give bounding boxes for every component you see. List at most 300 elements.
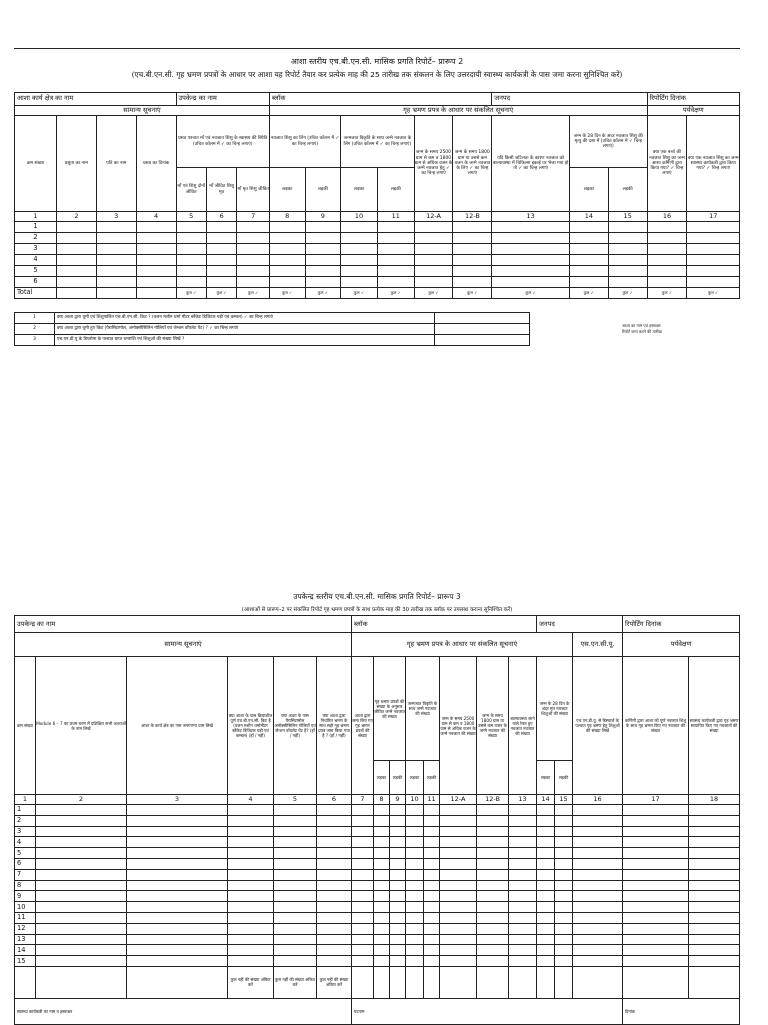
data-cell[interactable]	[127, 945, 228, 956]
data-cell[interactable]	[555, 837, 573, 848]
data-cell[interactable]	[228, 923, 274, 934]
data-cell[interactable]	[317, 912, 352, 923]
data-cell[interactable]	[228, 891, 274, 902]
data-cell[interactable]	[237, 222, 270, 233]
data-cell[interactable]	[374, 848, 390, 859]
data-cell[interactable]	[237, 255, 270, 266]
data-cell[interactable]	[689, 848, 740, 859]
data-cell[interactable]	[537, 945, 555, 956]
data-cell[interactable]	[406, 805, 424, 816]
data-cell[interactable]	[406, 891, 424, 902]
data-cell[interactable]	[228, 956, 274, 967]
data-cell[interactable]	[555, 902, 573, 913]
data-cell[interactable]	[317, 826, 352, 837]
data-cell[interactable]	[569, 266, 608, 277]
data-cell[interactable]	[424, 826, 440, 837]
data-cell[interactable]	[477, 912, 509, 923]
data-cell[interactable]	[424, 912, 440, 923]
data-cell[interactable]	[390, 945, 406, 956]
data-cell[interactable]	[573, 805, 623, 816]
data-cell[interactable]	[555, 880, 573, 891]
data-cell[interactable]	[127, 869, 228, 880]
data-cell[interactable]	[127, 923, 228, 934]
data-cell[interactable]	[477, 826, 509, 837]
data-cell[interactable]	[352, 923, 374, 934]
data-cell[interactable]	[36, 945, 127, 956]
data-cell[interactable]	[127, 912, 228, 923]
data-cell[interactable]	[555, 858, 573, 869]
data-cell[interactable]	[689, 869, 740, 880]
data-cell[interactable]	[623, 848, 689, 859]
data-cell[interactable]	[440, 891, 477, 902]
data-cell[interactable]	[127, 880, 228, 891]
data-cell[interactable]	[555, 956, 573, 967]
data-cell[interactable]	[56, 233, 96, 244]
data-cell[interactable]	[228, 815, 274, 826]
data-cell[interactable]	[406, 934, 424, 945]
data-cell[interactable]	[569, 277, 608, 288]
data-cell[interactable]	[537, 815, 555, 826]
data-cell[interactable]	[687, 266, 740, 277]
data-cell[interactable]	[237, 244, 270, 255]
data-cell[interactable]	[440, 837, 477, 848]
data-cell[interactable]	[414, 277, 453, 288]
data-cell[interactable]	[269, 222, 305, 233]
data-cell[interactable]	[56, 266, 96, 277]
data-cell[interactable]	[509, 902, 537, 913]
data-cell[interactable]	[352, 826, 374, 837]
data-cell[interactable]	[492, 255, 570, 266]
data-cell[interactable]	[424, 848, 440, 859]
data-cell[interactable]	[352, 837, 374, 848]
data-cell[interactable]	[390, 858, 406, 869]
data-cell[interactable]	[406, 815, 424, 826]
data-cell[interactable]	[573, 912, 623, 923]
data-cell[interactable]	[269, 244, 305, 255]
data-cell[interactable]	[414, 244, 453, 255]
data-cell[interactable]	[274, 912, 317, 923]
data-cell[interactable]	[317, 848, 352, 859]
data-cell[interactable]	[608, 222, 647, 233]
data-cell[interactable]	[36, 923, 127, 934]
data-cell[interactable]	[440, 902, 477, 913]
data-cell[interactable]	[608, 233, 647, 244]
data-cell[interactable]	[406, 837, 424, 848]
data-cell[interactable]	[573, 815, 623, 826]
data-cell[interactable]	[390, 923, 406, 934]
data-cell[interactable]	[689, 880, 740, 891]
data-cell[interactable]	[537, 880, 555, 891]
data-cell[interactable]	[687, 255, 740, 266]
data-cell[interactable]	[406, 956, 424, 967]
data-cell[interactable]	[206, 266, 236, 277]
data-cell[interactable]	[352, 880, 374, 891]
data-cell[interactable]	[274, 934, 317, 945]
data-cell[interactable]	[390, 869, 406, 880]
data-cell[interactable]	[274, 858, 317, 869]
data-cell[interactable]	[440, 934, 477, 945]
data-cell[interactable]	[623, 912, 689, 923]
data-cell[interactable]	[127, 902, 228, 913]
data-cell[interactable]	[228, 869, 274, 880]
data-cell[interactable]	[317, 956, 352, 967]
data-cell[interactable]	[440, 923, 477, 934]
data-cell[interactable]	[176, 277, 206, 288]
data-cell[interactable]	[509, 956, 537, 967]
data-cell[interactable]	[537, 891, 555, 902]
data-cell[interactable]	[274, 869, 317, 880]
data-cell[interactable]	[228, 934, 274, 945]
data-cell[interactable]	[492, 233, 570, 244]
data-cell[interactable]	[424, 869, 440, 880]
data-cell[interactable]	[305, 244, 341, 255]
data-cell[interactable]	[406, 923, 424, 934]
data-cell[interactable]	[537, 934, 555, 945]
data-cell[interactable]	[127, 826, 228, 837]
data-cell[interactable]	[689, 837, 740, 848]
data-cell[interactable]	[477, 902, 509, 913]
data-cell[interactable]	[477, 880, 509, 891]
data-cell[interactable]	[36, 837, 127, 848]
data-cell[interactable]	[537, 902, 555, 913]
data-cell[interactable]	[352, 945, 374, 956]
data-cell[interactable]	[573, 880, 623, 891]
data-cell[interactable]	[555, 869, 573, 880]
data-cell[interactable]	[492, 244, 570, 255]
data-cell[interactable]	[274, 923, 317, 934]
data-cell[interactable]	[687, 222, 740, 233]
data-cell[interactable]	[623, 858, 689, 869]
data-cell[interactable]	[477, 805, 509, 816]
data-cell[interactable]	[477, 858, 509, 869]
data-cell[interactable]	[492, 277, 570, 288]
data-cell[interactable]	[509, 912, 537, 923]
data-cell[interactable]	[687, 244, 740, 255]
data-cell[interactable]	[377, 233, 414, 244]
data-cell[interactable]	[477, 923, 509, 934]
data-cell[interactable]	[689, 826, 740, 837]
data-cell[interactable]	[352, 891, 374, 902]
data-cell[interactable]	[317, 837, 352, 848]
data-cell[interactable]	[390, 956, 406, 967]
data-cell[interactable]	[623, 923, 689, 934]
data-cell[interactable]	[424, 880, 440, 891]
data-cell[interactable]	[555, 912, 573, 923]
data-cell[interactable]	[414, 233, 453, 244]
data-cell[interactable]	[573, 934, 623, 945]
data-cell[interactable]	[477, 837, 509, 848]
data-cell[interactable]	[36, 858, 127, 869]
data-cell[interactable]	[453, 266, 492, 277]
data-cell[interactable]	[374, 869, 390, 880]
data-cell[interactable]	[341, 233, 378, 244]
data-cell[interactable]	[176, 255, 206, 266]
data-cell[interactable]	[477, 945, 509, 956]
data-cell[interactable]	[453, 255, 492, 266]
data-cell[interactable]	[317, 869, 352, 880]
data-cell[interactable]	[440, 912, 477, 923]
data-cell[interactable]	[555, 815, 573, 826]
data-cell[interactable]	[274, 826, 317, 837]
data-cell[interactable]	[440, 945, 477, 956]
data-cell[interactable]	[537, 956, 555, 967]
data-cell[interactable]	[96, 233, 136, 244]
data-cell[interactable]	[56, 255, 96, 266]
data-cell[interactable]	[36, 902, 127, 913]
data-cell[interactable]	[341, 222, 378, 233]
data-cell[interactable]	[269, 255, 305, 266]
data-cell[interactable]	[689, 923, 740, 934]
data-cell[interactable]	[477, 891, 509, 902]
data-cell[interactable]	[228, 848, 274, 859]
data-cell[interactable]	[305, 233, 341, 244]
data-cell[interactable]	[608, 255, 647, 266]
data-cell[interactable]	[573, 956, 623, 967]
data-cell[interactable]	[406, 826, 424, 837]
data-cell[interactable]	[352, 934, 374, 945]
data-cell[interactable]	[228, 902, 274, 913]
data-cell[interactable]	[317, 934, 352, 945]
data-cell[interactable]	[374, 826, 390, 837]
data-cell[interactable]	[390, 837, 406, 848]
data-cell[interactable]	[374, 837, 390, 848]
data-cell[interactable]	[36, 891, 127, 902]
data-cell[interactable]	[228, 858, 274, 869]
data-cell[interactable]	[274, 848, 317, 859]
data-cell[interactable]	[237, 233, 270, 244]
data-cell[interactable]	[390, 902, 406, 913]
data-cell[interactable]	[352, 956, 374, 967]
data-cell[interactable]	[406, 880, 424, 891]
data-cell[interactable]	[390, 805, 406, 816]
data-cell[interactable]	[136, 244, 176, 255]
data-cell[interactable]	[509, 837, 537, 848]
data-cell[interactable]	[390, 912, 406, 923]
data-cell[interactable]	[573, 848, 623, 859]
data-cell[interactable]	[352, 912, 374, 923]
data-cell[interactable]	[274, 956, 317, 967]
data-cell[interactable]	[406, 945, 424, 956]
data-cell[interactable]	[127, 858, 228, 869]
data-cell[interactable]	[573, 869, 623, 880]
data-cell[interactable]	[477, 869, 509, 880]
data-cell[interactable]	[96, 244, 136, 255]
data-cell[interactable]	[377, 222, 414, 233]
data-cell[interactable]	[453, 233, 492, 244]
data-cell[interactable]	[317, 891, 352, 902]
data-cell[interactable]	[317, 880, 352, 891]
data-cell[interactable]	[341, 277, 378, 288]
data-cell[interactable]	[377, 255, 414, 266]
data-cell[interactable]	[477, 956, 509, 967]
data-cell[interactable]	[341, 244, 378, 255]
data-cell[interactable]	[623, 891, 689, 902]
data-cell[interactable]	[127, 837, 228, 848]
data-cell[interactable]	[317, 805, 352, 816]
data-cell[interactable]	[377, 277, 414, 288]
data-cell[interactable]	[537, 837, 555, 848]
data-cell[interactable]	[136, 255, 176, 266]
data-cell[interactable]	[374, 956, 390, 967]
data-cell[interactable]	[377, 244, 414, 255]
data-cell[interactable]	[569, 244, 608, 255]
data-cell[interactable]	[228, 837, 274, 848]
data-cell[interactable]	[374, 805, 390, 816]
data-cell[interactable]	[424, 815, 440, 826]
data-cell[interactable]	[206, 244, 236, 255]
data-cell[interactable]	[424, 923, 440, 934]
data-cell[interactable]	[555, 934, 573, 945]
data-cell[interactable]	[689, 956, 740, 967]
data-cell[interactable]	[647, 244, 687, 255]
data-cell[interactable]	[424, 934, 440, 945]
data-cell[interactable]	[555, 923, 573, 934]
data-cell[interactable]	[687, 233, 740, 244]
data-cell[interactable]	[406, 848, 424, 859]
data-cell[interactable]	[509, 923, 537, 934]
data-cell[interactable]	[623, 934, 689, 945]
data-cell[interactable]	[414, 222, 453, 233]
data-cell[interactable]	[374, 858, 390, 869]
data-cell[interactable]	[305, 222, 341, 233]
data-cell[interactable]	[176, 233, 206, 244]
data-cell[interactable]	[228, 912, 274, 923]
data-cell[interactable]	[509, 934, 537, 945]
data-cell[interactable]	[537, 848, 555, 859]
data-cell[interactable]	[374, 912, 390, 923]
data-cell[interactable]	[228, 826, 274, 837]
data-cell[interactable]	[406, 869, 424, 880]
data-cell[interactable]	[569, 222, 608, 233]
data-cell[interactable]	[274, 837, 317, 848]
data-cell[interactable]	[537, 869, 555, 880]
data-cell[interactable]	[477, 934, 509, 945]
data-cell[interactable]	[269, 277, 305, 288]
data-cell[interactable]	[390, 880, 406, 891]
answer-cell[interactable]	[435, 324, 530, 335]
data-cell[interactable]	[317, 858, 352, 869]
data-cell[interactable]	[424, 956, 440, 967]
data-cell[interactable]	[440, 956, 477, 967]
data-cell[interactable]	[352, 869, 374, 880]
data-cell[interactable]	[623, 805, 689, 816]
data-cell[interactable]	[390, 848, 406, 859]
data-cell[interactable]	[537, 805, 555, 816]
data-cell[interactable]	[537, 912, 555, 923]
data-cell[interactable]	[36, 934, 127, 945]
data-cell[interactable]	[440, 869, 477, 880]
data-cell[interactable]	[689, 934, 740, 945]
data-cell[interactable]	[352, 902, 374, 913]
data-cell[interactable]	[569, 255, 608, 266]
data-cell[interactable]	[374, 923, 390, 934]
data-cell[interactable]	[555, 945, 573, 956]
data-cell[interactable]	[424, 858, 440, 869]
data-cell[interactable]	[440, 815, 477, 826]
data-cell[interactable]	[414, 255, 453, 266]
data-cell[interactable]	[56, 277, 96, 288]
answer-cell[interactable]	[435, 313, 530, 324]
answer-cell[interactable]	[435, 335, 530, 346]
data-cell[interactable]	[647, 233, 687, 244]
data-cell[interactable]	[509, 880, 537, 891]
data-cell[interactable]	[647, 222, 687, 233]
data-cell[interactable]	[555, 826, 573, 837]
data-cell[interactable]	[127, 848, 228, 859]
data-cell[interactable]	[374, 945, 390, 956]
data-cell[interactable]	[96, 222, 136, 233]
data-cell[interactable]	[647, 277, 687, 288]
data-cell[interactable]	[127, 815, 228, 826]
data-cell[interactable]	[269, 233, 305, 244]
data-cell[interactable]	[689, 858, 740, 869]
data-cell[interactable]	[274, 815, 317, 826]
data-cell[interactable]	[537, 923, 555, 934]
data-cell[interactable]	[274, 880, 317, 891]
data-cell[interactable]	[440, 858, 477, 869]
data-cell[interactable]	[269, 266, 305, 277]
data-cell[interactable]	[477, 815, 509, 826]
data-cell[interactable]	[569, 233, 608, 244]
data-cell[interactable]	[317, 945, 352, 956]
data-cell[interactable]	[374, 934, 390, 945]
data-cell[interactable]	[623, 880, 689, 891]
data-cell[interactable]	[414, 266, 453, 277]
data-cell[interactable]	[453, 244, 492, 255]
data-cell[interactable]	[206, 222, 236, 233]
data-cell[interactable]	[424, 945, 440, 956]
data-cell[interactable]	[374, 891, 390, 902]
data-cell[interactable]	[608, 244, 647, 255]
data-cell[interactable]	[453, 277, 492, 288]
data-cell[interactable]	[127, 934, 228, 945]
data-cell[interactable]	[509, 945, 537, 956]
data-cell[interactable]	[440, 805, 477, 816]
data-cell[interactable]	[237, 277, 270, 288]
data-cell[interactable]	[492, 266, 570, 277]
data-cell[interactable]	[274, 891, 317, 902]
data-cell[interactable]	[440, 880, 477, 891]
data-cell[interactable]	[136, 266, 176, 277]
data-cell[interactable]	[176, 266, 206, 277]
data-cell[interactable]	[555, 805, 573, 816]
data-cell[interactable]	[56, 222, 96, 233]
data-cell[interactable]	[623, 945, 689, 956]
data-cell[interactable]	[440, 826, 477, 837]
data-cell[interactable]	[647, 266, 687, 277]
data-cell[interactable]	[176, 222, 206, 233]
data-cell[interactable]	[96, 266, 136, 277]
data-cell[interactable]	[228, 880, 274, 891]
data-cell[interactable]	[96, 255, 136, 266]
data-cell[interactable]	[424, 891, 440, 902]
data-cell[interactable]	[176, 244, 206, 255]
data-cell[interactable]	[56, 244, 96, 255]
data-cell[interactable]	[573, 826, 623, 837]
data-cell[interactable]	[127, 891, 228, 902]
data-cell[interactable]	[390, 815, 406, 826]
data-cell[interactable]	[352, 815, 374, 826]
data-cell[interactable]	[136, 277, 176, 288]
data-cell[interactable]	[36, 880, 127, 891]
data-cell[interactable]	[36, 869, 127, 880]
data-cell[interactable]	[36, 912, 127, 923]
data-cell[interactable]	[390, 826, 406, 837]
data-cell[interactable]	[424, 805, 440, 816]
data-cell[interactable]	[440, 848, 477, 859]
data-cell[interactable]	[406, 858, 424, 869]
data-cell[interactable]	[341, 266, 378, 277]
